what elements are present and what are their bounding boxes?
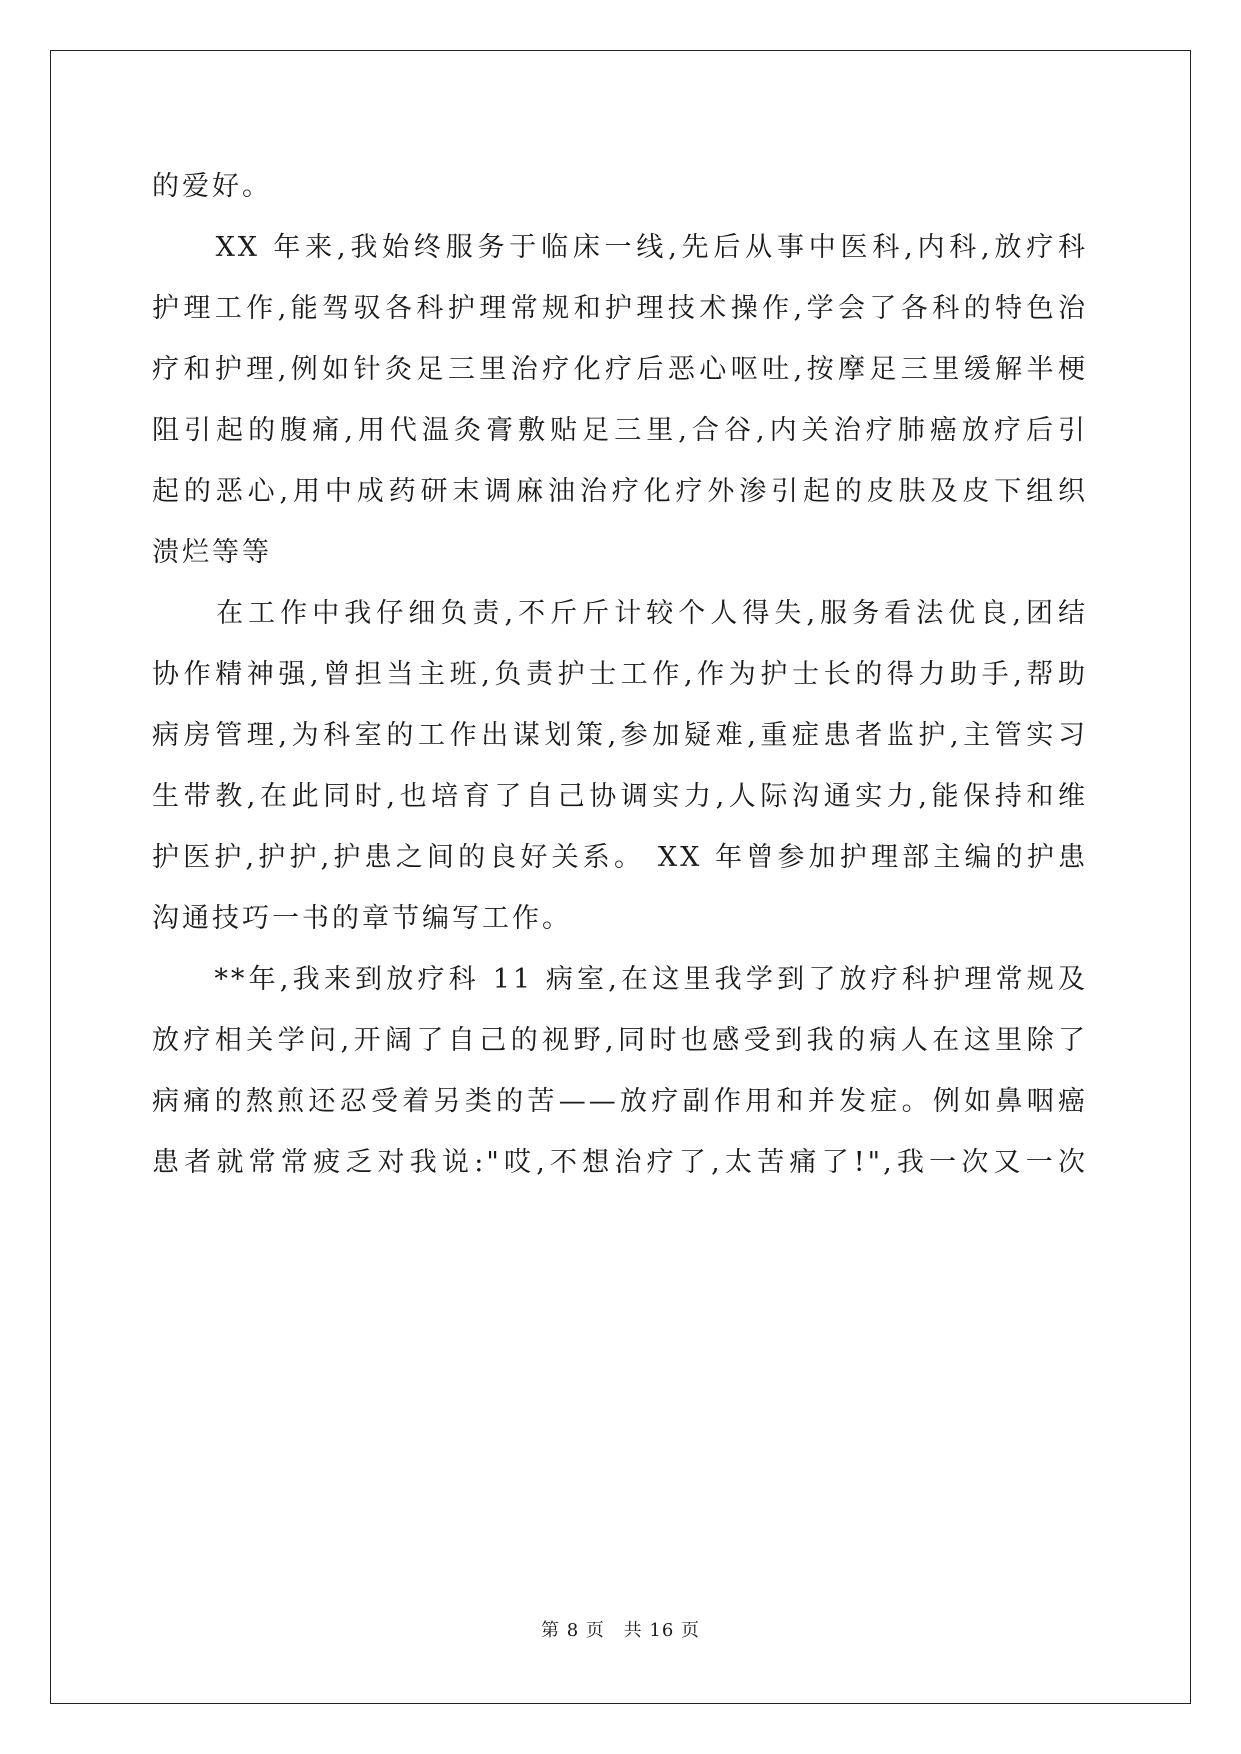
text-line: 护医护,护护,护患之间的良好关系。 XX 年曾参加护理部主编的护患	[152, 842, 1088, 873]
text-line: 患者就常常疲乏对我说:"哎,不想治疗了,太苦痛了!",我一次又一次	[152, 1147, 1088, 1178]
text-line: 疗和护理,例如针灸足三里治疗化疗后恶心呕吐,按摩足三里缓解半梗	[152, 354, 1088, 385]
page-number: 第 8 页	[541, 1620, 605, 1641]
page-total: 共 16 页	[623, 1620, 700, 1641]
text-line: 病房管理,为科室的工作出谋划策,参加疑难,重症患者监护,主管实习	[152, 720, 1088, 751]
text-line: 协作精神强,曾担当主班,负责护士工作,作为护士长的得力助手,帮助	[152, 659, 1088, 690]
text-line: 病痛的熬煎还忍受着另类的苦——放疗副作用和并发症。例如鼻咽癌	[152, 1086, 1088, 1117]
text-line: **年,我来到放疗科 11 病室,在这里我学到了放疗科护理常规及	[152, 964, 1088, 995]
text-line: 沟通技巧一书的章节编写工作。	[152, 903, 572, 934]
text-line: 的爱好。	[152, 171, 272, 202]
text-line: 起的恶心,用中成药研末调麻油治疗化疗外渗引起的皮肤及皮下组织	[152, 476, 1088, 507]
page-footer	[0, 1616, 1241, 1642]
document-body	[152, 156, 1088, 1193]
text-line: 护理工作,能驾驭各科护理常规和护理技术操作,学会了各科的特色治	[152, 293, 1088, 324]
text-line: XX 年来,我始终服务于临床一线,先后从事中医科,内科,放疗科	[152, 232, 1088, 263]
text-line: 在工作中我仔细负责,不斤斤计较个人得失,服务看法优良,团结	[152, 598, 1088, 629]
text-line: 放疗相关学问,开阔了自己的视野,同时也感受到我的病人在这里除了	[152, 1025, 1088, 1056]
text-line: 阻引起的腹痛,用代温灸膏敷贴足三里,合谷,内关治疗肺癌放疗后引	[152, 415, 1088, 446]
text-line: 溃烂等等	[152, 537, 272, 568]
text-line: 生带教,在此同时,也培育了自己协调实力,人际沟通实力,能保持和维	[152, 781, 1088, 812]
